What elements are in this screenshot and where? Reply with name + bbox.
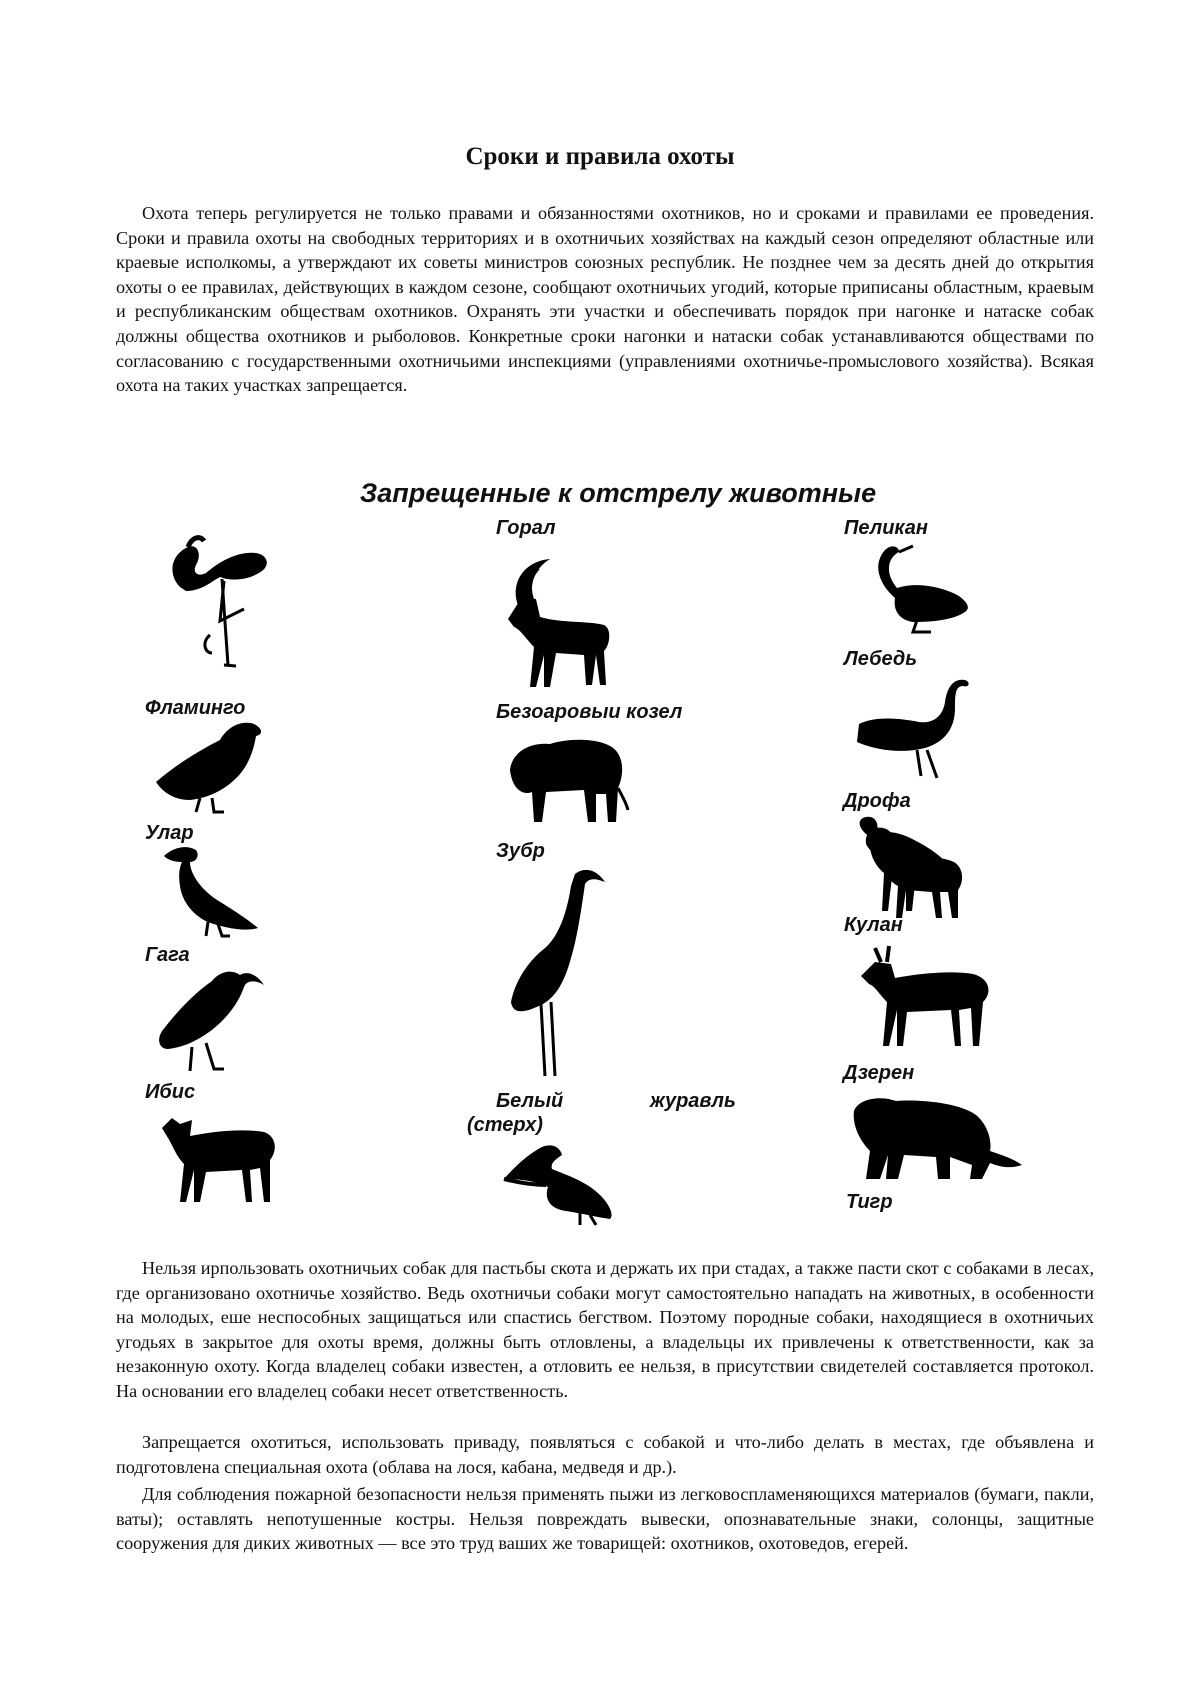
paragraph-hunting-terms: Охота теперь регулируется не только правами и обязанностями охотников, но и сроками и правилами ее проведения. Сроки и правила охоты на свободных территориях и в охотничьих хозяйствах на каждый сезон определяют областные или краевые исполкомы, а утверждают их советы министров союзных республик. Не позднее чем за десять дней до открытия охоты о ее правилах, действующих в каждом сезоне, сообщают охотничьих угодий, которые приписаны областным, краевым и республиканским обществам охотников. Охранять эти участки и обеспечивать порядок при нагонке и натаске собак должны общества охотников и рыболовов. Конкретные сроки нагонки и натаски собак устанавливаются обществами по согласованию с государственными охотничьими инспекциями (управлениями охотничье-промыслового хозяйства). Всякая охота на таких участках запрещается.: [116, 203, 1094, 396]
goral-silhouette: [500, 555, 620, 690]
eider-silhouette: [160, 842, 265, 940]
label-bezoar-goat: Безоаровыи козел: [496, 701, 683, 723]
pelican-silhouette: [855, 542, 975, 637]
label-ular: Улар: [145, 822, 194, 844]
label-flamingo: Фламинго: [145, 697, 246, 719]
label-white-crane-1: Белый: [496, 1090, 564, 1112]
paragraph-dogs: Нельзя ирпользовать охотничьих собак для пастьбы скота и держать их при стадах, а также пасти скот с собаками в лесах, где организовано охотничье хозяйство. Ведь охотничьи собаки могут самостоятельно нападать на животных, в особенности на молодых, еше неспособных защищаться или спастись бегством. Поэтому породные собаки, находящиеся в охотничьих угодьях в закрытое для охоты время, должны быть отловлены, а владельцы их привлечены к ответственности, как за незаконную охоту. Когда владелец собаки известен, а отловить ее нельзя, в присутствии свидетелей составляется протокол. На основании его владелец собаки несет ответственность.: [116, 1258, 1094, 1401]
saiga-silhouette: [160, 1110, 280, 1208]
dzeren-silhouette: [855, 942, 995, 1052]
figure-title: Запрещенные к отстрелу животные: [359, 478, 877, 508]
pelican-bottom-silhouette: [500, 1135, 620, 1227]
ular-silhouette: [150, 718, 275, 816]
paragraph-special-hunt: Запрещается охотиться, использовать приваду, появляться с собакой и что-либо делать в местах, где объявлена и подготовлена специальная охота (облава на лося, кабана, медведя и др.).: [116, 1432, 1094, 1477]
white-crane-silhouette: [505, 862, 615, 1082]
tiger-silhouette: [850, 1095, 1025, 1185]
kulan-silhouette: [858, 822, 968, 922]
label-goral: Горал: [496, 517, 556, 539]
bezoar-goat-silhouette: [500, 730, 630, 830]
flamingo-silhouette: [158, 525, 278, 670]
label-tiger: Тигр: [846, 1191, 893, 1213]
label-bustard: Дрофа: [843, 790, 911, 812]
label-swan: Лебедь: [844, 648, 918, 670]
page-title: Сроки и правила охоты: [465, 143, 735, 170]
label-kulan: Кулан: [844, 914, 903, 936]
ibis-silhouette: [152, 965, 272, 1077]
label-white-crane-2: журавль: [650, 1090, 736, 1112]
label-pelican: Пеликан: [844, 517, 928, 539]
label-ibis: Ибис: [145, 1081, 196, 1103]
label-white-crane-3: (стерх): [467, 1114, 543, 1136]
label-eider: Гага: [145, 944, 190, 966]
swan-silhouette: [845, 672, 980, 782]
paragraph-fire-safety: Для соблюдения пожарной безопасности нельзя применять пыжи из легковоспламеняющихся материалов (бумаги, пакли, ваты); оставлять непотушенные костры. Нельзя повреждать вывески, опознавательные знаки, солонцы, защитные сооружения для диких животных — все это труд ваших же товарищей: охотников, охотоведов, егерей.: [116, 1484, 1094, 1554]
label-dzeren: Дзерен: [843, 1062, 915, 1084]
label-bison: Зубр: [496, 840, 545, 862]
